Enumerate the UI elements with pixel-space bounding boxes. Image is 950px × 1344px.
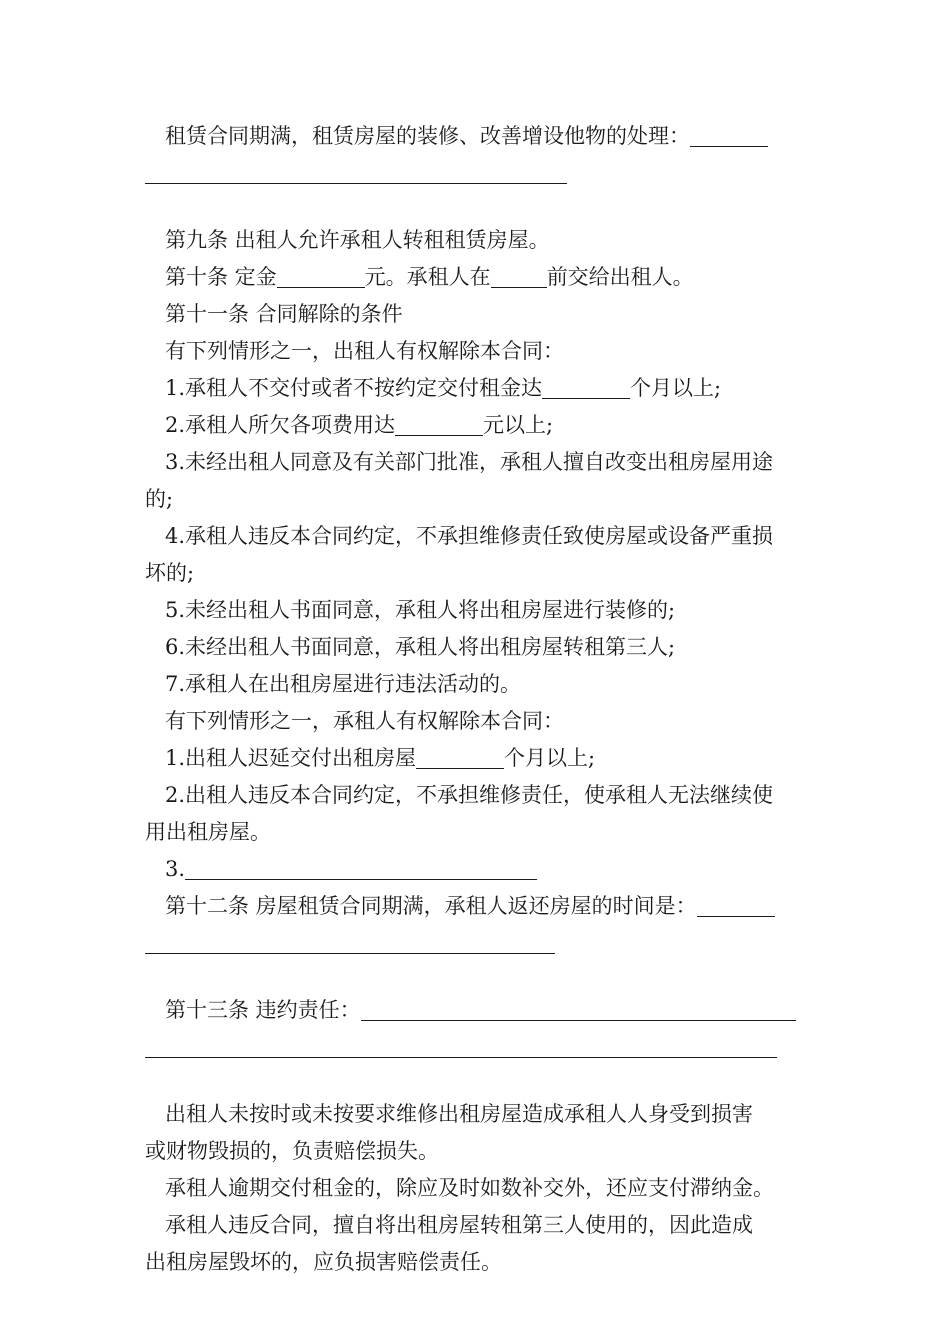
condition-text: 1.出租人迟延交付出租房屋 <box>165 746 417 770</box>
condition-text: 7.承租人在出租房屋进行违法活动的。 <box>165 672 522 696</box>
liability-late-rent <box>145 1170 807 1207</box>
lessor-condition-6 <box>145 629 807 666</box>
condition-text: 用出租房屋。 <box>145 820 271 844</box>
condition-text: 5.未经出租人书面同意，承租人将出租房屋进行装修的; <box>165 598 676 622</box>
deposit-amount-blank <box>277 265 365 288</box>
condition-text: 坏的; <box>145 561 195 585</box>
deposit-mid-text: 元。承租人在 <box>364 265 491 289</box>
lessee-condition-2 <box>145 777 807 814</box>
liability-text: 或财物毁损的，负责赔偿损失。 <box>145 1139 439 1163</box>
liability-text: 出租房屋毁坏的，应负损害赔偿责任。 <box>145 1250 502 1274</box>
lessor-condition-4 <box>145 518 807 555</box>
lessee-condition-3 <box>145 851 807 888</box>
article-12 <box>145 888 807 925</box>
lessor-condition-7 <box>145 666 807 703</box>
liability-sublease-cont <box>145 1244 807 1281</box>
condition-suffix: 个月以上; <box>504 746 596 770</box>
blank-underline <box>690 124 768 147</box>
lessor-conditions-intro <box>145 333 807 370</box>
liability-lessor-cont <box>145 1133 807 1170</box>
article-9-text: 第九条 出租人允许承租人转租租赁房屋。 <box>165 228 550 252</box>
liability-sublease <box>145 1207 807 1244</box>
clause-text: 租赁合同期满，租赁房屋的装修、改善增设他物的处理： <box>165 124 690 148</box>
condition-text: 4.承租人违反本合同约定，不承担维修责任致使房屋或设备严重损 <box>165 524 774 548</box>
condition-number: 3. <box>165 857 186 881</box>
article-11-heading <box>145 296 807 333</box>
condition-text: 2.承租人所欠各项费用达 <box>165 413 396 437</box>
condition-text: 3.未经出租人同意及有关部门批准，承租人擅自改变出租房屋用途 <box>165 450 774 474</box>
blank-underline <box>145 931 555 954</box>
months-blank <box>542 376 630 399</box>
article-10 <box>145 259 807 296</box>
lessor-condition-3 <box>145 444 807 481</box>
lessee-conditions-intro <box>145 703 807 740</box>
deposit-end-text: 前交给出租人。 <box>546 265 694 289</box>
article-12-text: 第十二条 房屋租赁合同期满，承租人返还房屋的时间是： <box>165 894 697 918</box>
condition-text: 的; <box>145 487 174 511</box>
article-11-title: 第十一条 合同解除的条件 <box>165 302 403 326</box>
condition-suffix: 元以上; <box>483 413 554 437</box>
lessor-condition-3-cont <box>145 481 807 518</box>
continuation-blank-line <box>145 155 807 192</box>
liability-text: 承租人逾期交付租金的，除应及时如数补交外，还应支付滞纳金。 <box>165 1176 774 1200</box>
article-13 <box>145 992 807 1029</box>
lessor-condition-2 <box>145 407 807 444</box>
condition-text: 2.出租人违反本合同约定，不承担维修责任，使承租人无法继续使 <box>165 783 774 807</box>
liability-text: 承租人违反合同，擅自将出租房屋转租第三人使用的，因此造成 <box>165 1213 753 1237</box>
lessor-condition-4-cont <box>145 555 807 592</box>
lessor-condition-5 <box>145 592 807 629</box>
months-blank <box>416 746 504 769</box>
liability-blank <box>361 998 796 1021</box>
lessor-condition-1 <box>145 370 807 407</box>
condition-text: 1.承租人不交付或者不按约定交付租金达 <box>165 376 543 400</box>
blank-underline <box>145 1035 777 1058</box>
article-9 <box>145 222 807 259</box>
deposit-label: 第十条 定金 <box>165 265 277 289</box>
blank-underline <box>185 857 537 880</box>
lessee-condition-1 <box>145 740 807 777</box>
lessee-condition-2-cont <box>145 814 807 851</box>
article-12-cont <box>145 925 807 962</box>
liability-text: 出租人未按时或未按要求维修出租房屋造成承租人人身受到损害 <box>165 1102 753 1126</box>
article-13-text: 第十三条 违约责任： <box>165 998 361 1022</box>
lessee-intro-text: 有下列情形之一，承租人有权解除本合同： <box>165 709 564 733</box>
article-13-cont <box>145 1029 807 1066</box>
blank-underline <box>145 161 567 184</box>
condition-suffix: 个月以上; <box>630 376 722 400</box>
document-page <box>145 118 807 1281</box>
clause-decoration-handling <box>145 118 807 155</box>
liability-lessor <box>145 1096 807 1133</box>
return-time-blank <box>697 894 775 917</box>
amount-blank <box>395 413 483 436</box>
condition-text: 6.未经出租人书面同意，承租人将出租房屋转租第三人; <box>165 635 676 659</box>
deposit-date-blank <box>491 265 547 288</box>
lessor-intro-text: 有下列情形之一，出租人有权解除本合同： <box>165 339 564 363</box>
